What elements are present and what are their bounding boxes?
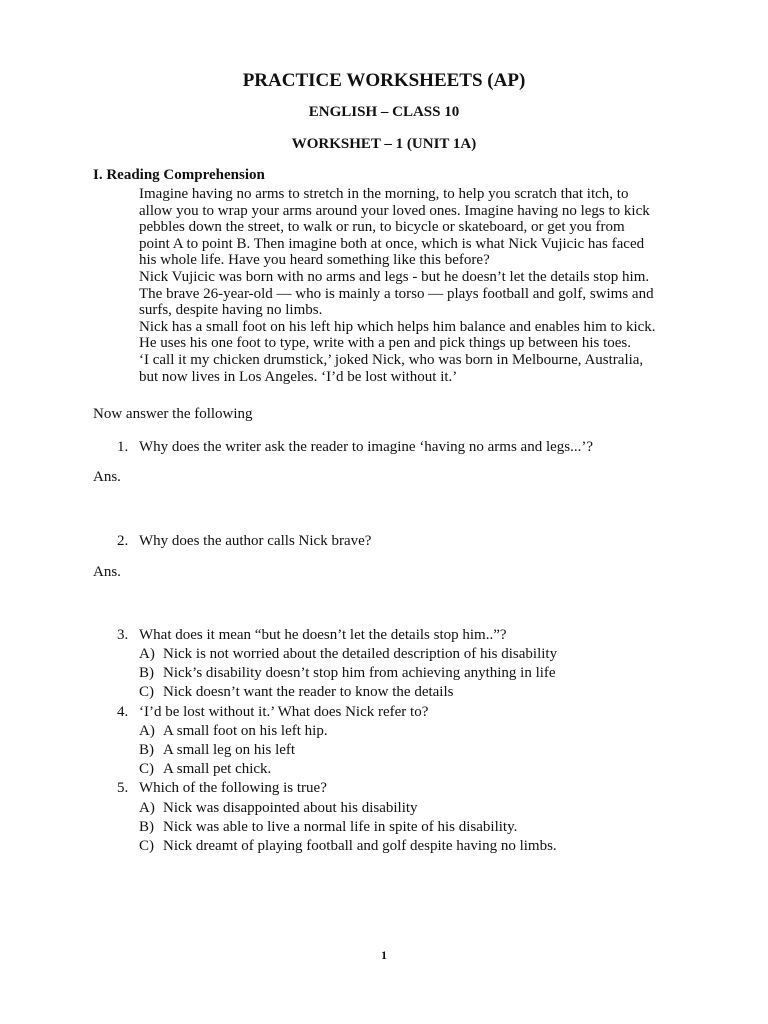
passage-line: point A to point B. Then imagine both at once, which is what Nick Vujicic has faced [139,235,645,252]
option-text: Nick dreamt of playing football and golf despite having no limbs. [163,838,557,854]
passage-line: Imagine having no arms to stretch in the morning, to help you scratch that itch, to [139,186,629,202]
question-number: 1. [117,439,129,455]
option-letter: A) [139,646,155,662]
option-text: Nick’s disability doesn’t stop him from achieving anything in life [163,665,556,681]
question-number: 5. [117,780,129,796]
option-text: A small pet chick. [163,761,272,777]
option-text: Nick is not worried about the detailed description of his disability [163,646,558,662]
option-5b [139,818,517,837]
option-5a [139,799,418,818]
subject-heading: ENGLISH – CLASS 10 [308,104,460,120]
option-letter: C) [139,761,154,777]
option-letter: A) [139,723,155,739]
passage-line: He uses his one foot to type, write with a pen and pick things up between his toes. [139,335,631,352]
option-text: Nick doesn’t want the reader to know the details [163,684,454,700]
option-text: Nick was disappointed about his disability [163,800,418,816]
passage-line: The brave 26-year-old — who is mainly a torso — plays football and golf, swims and [139,285,654,302]
question-3 [117,626,507,645]
answer-label-1: Ans. [93,469,121,485]
question-text: Which of the following is true? [139,780,327,796]
passage-line: allow you to wrap your arms around your loved ones. Imagine having no legs to kick [139,202,650,219]
option-3b [139,664,556,683]
question-number: 4. [117,704,129,720]
passage-line: ‘I call it my chicken drumstick,’ joked Nick, who was born in Melbourne, Australia, [139,351,644,368]
question-text: Why does the writer ask the reader to imagine ‘having no arms and legs...’? [139,439,594,455]
option-3c [139,683,453,702]
option-letter: B) [139,742,154,758]
instructions: Now answer the following [93,406,253,422]
option-5c [139,837,557,856]
option-letter: B) [139,819,154,835]
question-text: Why does the author calls Nick brave? [139,533,372,549]
option-letter: C) [139,684,154,700]
passage-line: pebbles down the street, to walk or run, to bicycle or skateboard, or get you from [139,219,625,236]
question-text: ‘I’d be lost without it.’ What does Nick refer to? [139,704,429,720]
option-text: Nick was able to live a normal life in spite of his disability. [163,819,518,835]
option-3a [139,645,557,664]
question-number: 3. [117,627,129,643]
question-number: 2. [117,533,129,549]
question-1 [117,438,593,457]
question-5 [117,779,327,798]
worksheet-heading: WORKSHET – 1 (UNIT 1A) [291,136,477,152]
answer-label-2: Ans. [93,564,121,580]
option-text: A small foot on his left hip. [163,723,328,739]
option-4a [139,722,328,741]
section-heading: I. Reading Comprehension [93,167,265,183]
passage-line: but now lives in Los Angeles. ‘I’d be lost without it.’ [139,368,458,385]
page-number: 1 [381,948,387,962]
passage-line: surfs, despite having no limbs. [139,302,323,319]
reading-passage [139,186,679,385]
question-4 [117,703,428,722]
option-letter: B) [139,665,154,681]
option-4b [139,741,295,760]
option-letter: A) [139,800,155,816]
passage-line: his whole life. Have you heard something like this before? [139,252,490,269]
page-title: PRACTICE WORKSHEETS (AP) [242,70,526,91]
question-2 [117,532,371,551]
passage-line: Nick has a small foot on his left hip which helps him balance and enables him to kick. [139,318,656,335]
option-4c [139,760,271,779]
question-text: What does it mean “but he doesn’t let the details stop him..”? [139,627,507,643]
option-letter: C) [139,838,154,854]
option-text: A small leg on his left [163,742,296,758]
passage-line: Nick Vujicic was born with no arms and legs - but he doesn’t let the details stop him. [139,268,650,285]
